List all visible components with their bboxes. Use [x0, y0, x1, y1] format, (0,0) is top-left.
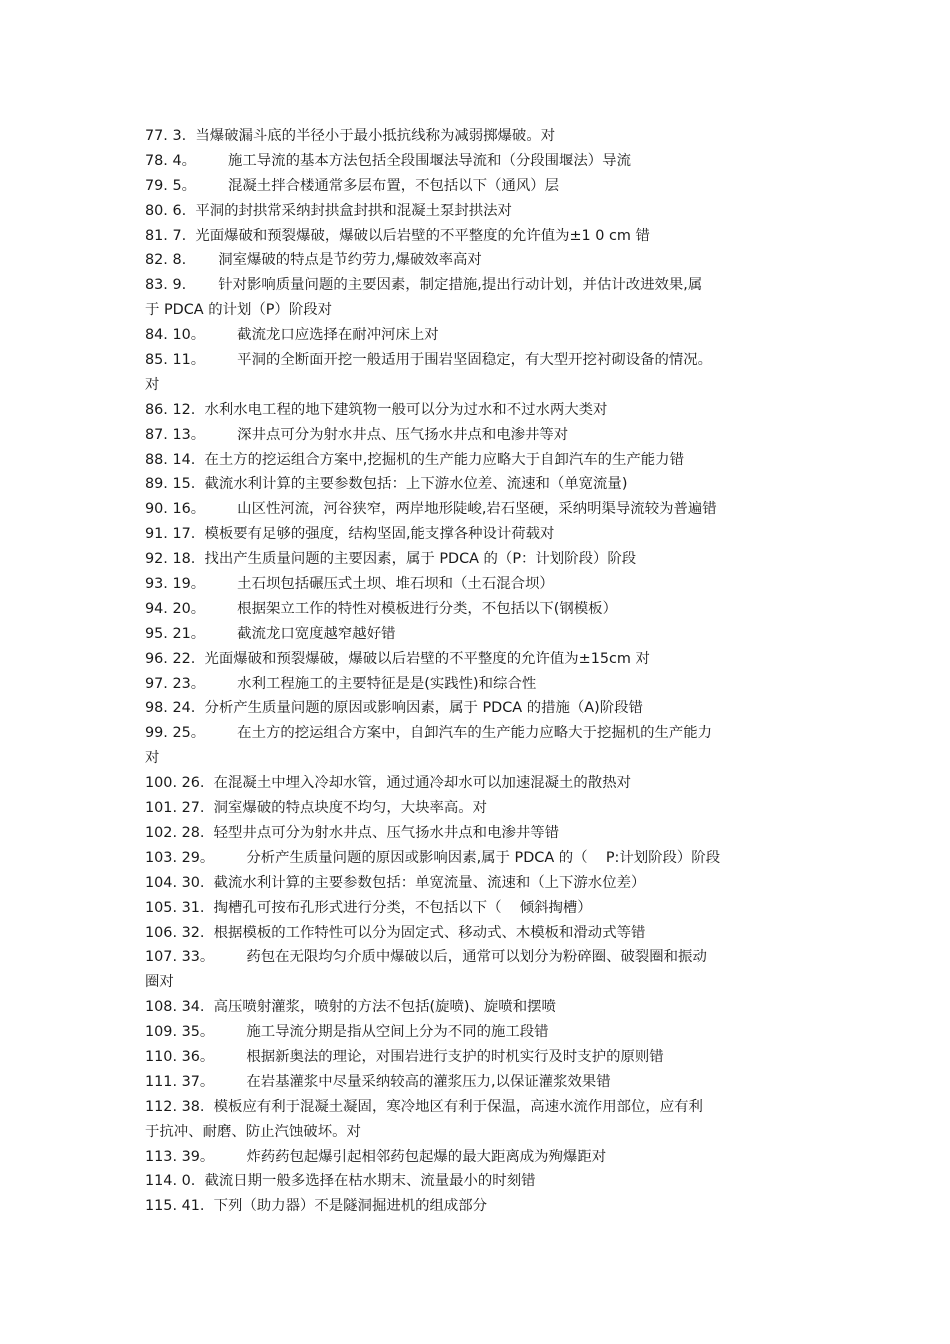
text-line: 80. 6. 平洞的封拱常采纳封拱盒封拱和混凝土泵封拱法对 [145, 202, 512, 219]
text-line: 圈对 [145, 974, 174, 991]
text-line: 103. 29。 分析产生质量问题的原因或影响因素,属于 PDCA 的（ P:计划阶段）阶段 [145, 849, 721, 866]
text-line: 79. 5。 混凝土拌合楼通常多层布置，不包括以下（通风）层 [145, 177, 560, 194]
text-line: 94. 20。 根据架立工作的特性对模板进行分类，不包括以下(钢模板） [145, 600, 617, 617]
text-line: 90. 16。 山区性河流，河谷狭窄，两岸地形陡峻,岩石坚硬，采纳明渠导流较为普遍错 [145, 501, 717, 518]
text-line: 104. 30. 截流水利计算的主要参数包括：单宽流量、流速和（上下游水位差） [145, 874, 646, 891]
text-line: 97. 23。 水利工程施工的主要特征是是(实践性)和综合性 [145, 675, 537, 692]
text-line: 93. 19。 土石坝包括碾压式土坝、堆石坝和（土石混合坝） [145, 576, 554, 593]
text-line: 78. 4。 施工导流的基本方法包括全段围堰法导流和（分段围堰法）导流 [145, 152, 631, 169]
text-line: 99. 25。 在土方的挖运组合方案中，自卸汽车的生产能力应略大于挖掘机的生产能力 [145, 725, 713, 742]
text-line: 110. 36。 根据新奥法的理论，对围岩进行支护的时机实行及时支护的原则错 [145, 1048, 664, 1065]
text-line: 84. 10。 截流龙口应选择在耐冲河床上对 [145, 327, 439, 344]
text-line: 91. 17. 模板要有足够的强度，结构坚固,能支撑各种设计荷载对 [145, 526, 555, 543]
document-body [145, 124, 810, 1219]
text-line: 86. 12. 水利水电工程的地下建筑物一般可以分为过水和不过水两大类对 [145, 401, 608, 418]
text-line: 102. 28. 轻型井点可分为射水井点、压气扬水井点和电渗井等错 [145, 824, 560, 841]
text-line: 83. 9. 针对影响质量问题的主要因素，制定措施,提出行动计划，并估计改进效果,属 [145, 277, 703, 294]
text-line: 88. 14. 在土方的挖运组合方案中,挖掘机的生产能力应略大于自卸汽车的生产能力错 [145, 451, 684, 468]
text-line: 85. 11。 平洞的全断面开挖一般适用于围岩坚固稳定，有大型开挖衬砌设备的情况。 [145, 352, 713, 369]
text-line: 89. 15. 截流水利计算的主要参数包括：上下游水位差、流速和（单宽流量) [145, 476, 628, 493]
text-line: 95. 21。 截流龙口宽度越窄越好错 [145, 625, 396, 642]
text-line: 105. 31. 掏槽孔可按布孔形式进行分类，不包括以下（ 倾斜掏槽） [145, 899, 592, 916]
text-line: 111. 37。 在岩基灌浆中尽量采纳较高的灌浆压力,以保证灌浆效果错 [145, 1073, 611, 1090]
text-line: 对 [145, 750, 160, 767]
text-line: 112. 38. 模板应有利于混凝土凝固，寒冷地区有利于保温，高速水流作用部位，应有利 [145, 1098, 703, 1115]
text-line: 107. 33。 药包在无限均匀介质中爆破以后，通常可以划分为粉碎圈、破裂圈和振动 [145, 949, 707, 966]
text-line: 108. 34. 高压喷射灌浆，喷射的方法不包括(旋喷)、旋喷和摆喷 [145, 999, 556, 1016]
text-line: 92. 18. 找出产生质量问题的主要因素，属于 PDCA 的（P：计划阶段）阶段 [145, 551, 637, 568]
text-line: 96. 22. 光面爆破和预裂爆破，爆破以后岩壁的不平整度的允许值为±15cm 对 [145, 650, 650, 667]
text-line: 100. 26. 在混凝土中埋入冷却水管，通过通冷却水可以加速混凝土的散热对 [145, 775, 631, 792]
text-line: 106. 32. 根据模板的工作特性可以分为固定式、移动式、木模板和滑动式等错 [145, 924, 646, 941]
text-line: 101. 27. 洞室爆破的特点块度不均匀，大块率高。对 [145, 800, 488, 817]
text-line: 98. 24. 分析产生质量问题的原因或影响因素，属于 PDCA 的措施（A)阶段错 [145, 700, 643, 717]
text-line: 109. 35。 施工导流分期是指从空间上分为不同的施工段错 [145, 1024, 549, 1041]
text-line: 82. 8. 洞室爆破的特点是节约劳力,爆破效率高对 [145, 252, 482, 269]
text-line: 对 [145, 376, 160, 393]
text-line: 114. 0. 截流日期一般多选择在枯水期末、流量最小的时刻错 [145, 1173, 536, 1190]
text-line: 87. 13。 深井点可分为射水井点、压气扬水井点和电渗井等对 [145, 426, 569, 443]
text-line: 81. 7. 光面爆破和预裂爆破，爆破以后岩壁的不平整度的允许值为±1 0 cm 错 [145, 227, 650, 244]
text-line: 于 PDCA 的计划（P）阶段对 [145, 302, 332, 319]
text-line: 115. 41. 下列（助力器）不是隧洞掘进机的组成部分 [145, 1198, 488, 1215]
text-line: 于抗冲、耐磨、防止汽蚀破坏。对 [145, 1123, 361, 1140]
text-line: 113. 39。 炸药药包起爆引起相邻药包起爆的最大距离成为殉爆距对 [145, 1148, 607, 1165]
text-line: 77. 3. 当爆破漏斗底的半径小于最小抵抗线称为减弱掷爆破。对 [145, 128, 556, 144]
